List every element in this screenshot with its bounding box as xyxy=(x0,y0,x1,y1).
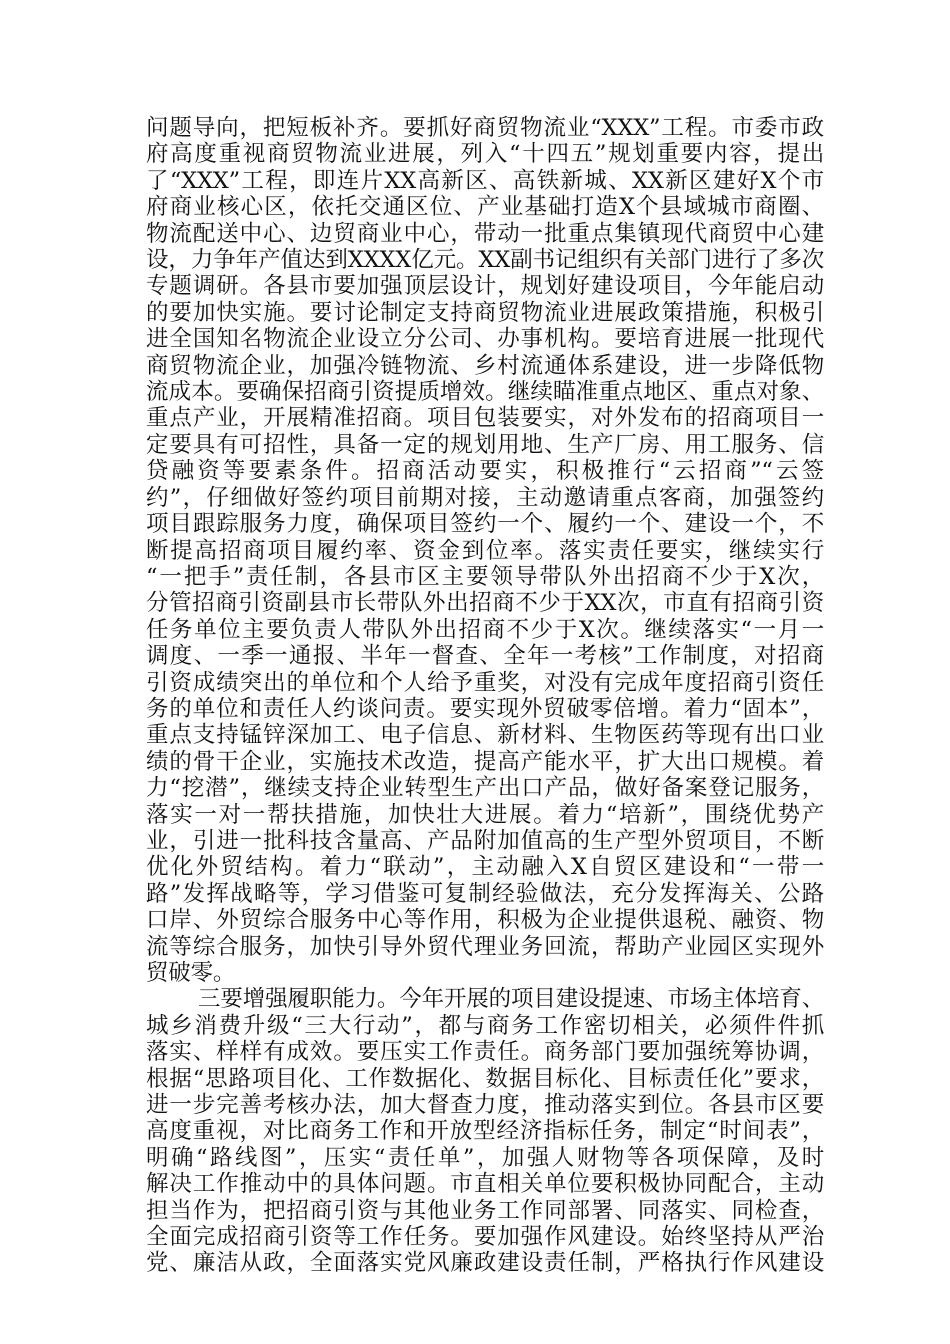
text-line: 口岸、外贸综合服务中心等作用，积极为企业提供退税、融资、物 xyxy=(146,907,824,934)
text-line: 物流配送中心、边贸商业中心，带动一批重点集镇现代商贸中心建 xyxy=(146,220,824,247)
text-line: 问题导向，把短板补齐。要抓好商贸物流业“XXX”工程。市委市政 xyxy=(146,115,824,141)
text-line: 引资成绩突出的单位和个人给予重奖，对没有完成年度招商引资任 xyxy=(146,669,824,696)
text-line: 重点产业，开展精准招商。项目包装要实，对外发布的招商项目一 xyxy=(146,405,824,432)
text-line: 专题调研。各县市要加强顶层设计，规划好建设项目，今年能启动 xyxy=(146,273,824,300)
text-line: 商贸物流企业，加强冷链物流、乡村流通体系建设，进一步降低物 xyxy=(146,352,824,379)
text-line: 全面完成招商引资等工作任务。要加强作风建设。始终坚持从严治 xyxy=(146,1224,824,1251)
paragraph xyxy=(146,115,824,986)
text-line: 解决工作推动中的具体问题。市直相关单位要积极协同配合，主动 xyxy=(146,1171,824,1198)
text-line: 断提高招商项目履约率、资金到位率。落实责任要实，继续实行 xyxy=(146,537,824,564)
text-line: 定要具有可招性，具备一定的规划用地、生产厂房、用工服务、信 xyxy=(146,431,824,458)
text-line: 任务单位主要负责人带队外出招商不少于X次。继续落实“一月一 xyxy=(146,616,824,643)
text-line: 根据“思路项目化、工作数据化、数据目标化、目标责任化”要求， xyxy=(146,1065,824,1092)
text-line: 了“XXX”工程，即连片XX高新区、高铁新城、XX新区建好X个市 xyxy=(146,167,824,194)
paragraph xyxy=(146,986,824,1276)
text-line: 业，引进一批科技含量高、产品附加值高的生产型外贸项目，不断 xyxy=(146,827,824,854)
text-line: 进全国知名物流企业设立分公司、办事机构。要培育进展一批现代 xyxy=(146,326,824,353)
text-line: 进一步完善考核办法，加大督查力度，推动落实到位。各县市区要 xyxy=(146,1092,824,1119)
text-line: 府高度重视商贸物流业进展，列入“十四五”规划重要内容，提出 xyxy=(146,141,824,168)
text-line: 三要增强履职能力。今年开展的项目建设提速、市场主体培育、 xyxy=(198,986,824,1013)
text-line: 绩的骨干企业，实施技术改造，提高产能水平，扩大出口规模。着 xyxy=(146,748,824,775)
text-line: 明确“路线图”，压实“责任单”，加强人财物等各项保障，及时 xyxy=(146,1144,824,1171)
text-line: 担当作为，把招商引资与其他业务工作同部署、同落实、同检查， xyxy=(146,1197,824,1224)
text-line: 城乡消费升级“三大行动”，都与商务工作密切相关，必须件件抓 xyxy=(146,1012,824,1039)
text-line: 府商业核心区，依托交通区位、产业基础打造X个县域城市商圈、 xyxy=(146,194,824,221)
text-line: 贸破零。 xyxy=(146,960,236,986)
document-body xyxy=(146,115,824,1277)
text-line: 流成本。要确保招商引资提质增效。继续瞄准重点地区、重点对象、 xyxy=(146,379,824,406)
text-line: 设，力争年产值达到XXXX亿元。XX副书记组织有关部门进行了多次 xyxy=(146,247,824,274)
text-line: 高度重视，对比商务工作和开放型经济指标任务，制定“时间表”， xyxy=(146,1118,824,1145)
text-line: 重点支持锰锌深加工、电子信息、新材料、生物医药等现有出口业 xyxy=(146,722,824,749)
text-line: 调度、一季一通报、半年一督查、全年一考核”工作制度，对招商 xyxy=(146,643,824,670)
text-line: 项目跟踪服务力度，确保项目签约一个、履约一个、建设一个，不 xyxy=(146,511,824,538)
text-line: 约”，仔细做好签约项目前期对接，主动邀请重点客商，加强签约 xyxy=(146,484,824,511)
text-line: 落实、样样有成效。要压实工作责任。商务部门要加强统筹协调， xyxy=(146,1039,824,1066)
text-line: 务的单位和责任人约谈问责。要实现外贸破零倍增。着力“固本”， xyxy=(146,695,824,722)
text-line: 优化外贸结构。着力“联动”，主动融入X自贸区建设和“一带一 xyxy=(146,854,824,881)
text-line: 力“挖潜”，继续支持企业转型生产出口产品，做好备案登记服务， xyxy=(146,775,824,802)
text-line: 分管招商引资副县市长带队外出招商不少于XX次，市直有招商引资 xyxy=(146,590,824,617)
text-line: 路”发挥战略等，学习借鉴可复制经验做法，充分发挥海关、公路 xyxy=(146,880,824,907)
text-line: 贷融资等要素条件。招商活动要实，积极推行“云招商”“云签 xyxy=(146,458,824,485)
text-line: 党、廉洁从政，全面落实党风廉政建设责任制，严格执行作风建设 xyxy=(146,1250,824,1277)
text-line: “一把手”责任制，各县市区主要领导带队外出招商不少于X次， xyxy=(146,563,824,590)
text-line: 的要加快实施。要讨论制定支持商贸物流业进展政策措施，积极引 xyxy=(146,299,824,326)
text-line: 落实一对一帮扶措施，加快壮大进展。着力“培新”，围绕优势产 xyxy=(146,801,824,828)
text-line: 流等综合服务，加快引导外贸代理业务回流，帮助产业园区实现外 xyxy=(146,933,824,960)
